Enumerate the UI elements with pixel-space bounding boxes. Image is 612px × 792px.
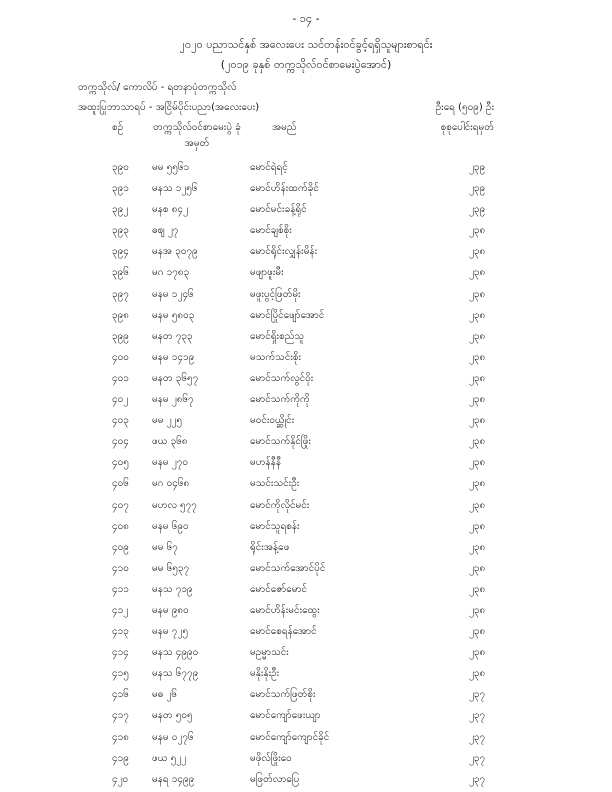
row-name: မောင်သက်အောင်ပိုင် — [250, 562, 326, 574]
row-name: မသင်းသင်းဦး — [250, 478, 300, 490]
row-number: ၄၀၆ — [112, 478, 129, 490]
row-roll-number: မဓ ၂၆ — [152, 689, 178, 701]
row-score: ၂၃၇ — [469, 731, 486, 743]
row-number: ၃၉၇ — [112, 288, 129, 300]
table-row — [0, 516, 612, 537]
row-roll-number: မမ ၂၂၅ — [152, 415, 183, 427]
row-score: ၂၃၈ — [469, 604, 486, 616]
row-name: မောင်ရိုင်းလျှန်းမိန်း — [250, 246, 318, 258]
table-row — [0, 284, 612, 305]
row-name: မောင်ရဲရင့် — [250, 162, 288, 173]
row-number: ၃၉၁ — [112, 183, 129, 195]
row-score: ၂၃၈ — [469, 246, 486, 258]
row-number: ၄၀၇ — [112, 499, 129, 511]
row-name: မောင်ကျော်ဖေးယျာ — [250, 710, 321, 722]
row-score: ၂၃၈ — [469, 457, 486, 469]
table-row — [0, 537, 612, 558]
row-number: ၄၀၄ — [112, 436, 129, 448]
row-score: ၂၃၉ — [469, 204, 486, 216]
table-row — [0, 769, 612, 790]
table-row — [0, 431, 612, 452]
row-score: ၂၃၈ — [469, 520, 486, 532]
row-score: ၂၃၈ — [469, 478, 486, 490]
row-name: မောင်သူရစန်း — [250, 520, 300, 532]
table-row — [0, 305, 612, 326]
row-score: ၂၃၈ — [469, 668, 486, 680]
row-name: မသက်သင်းစိုး — [250, 351, 302, 363]
row-number: ၃၉၃ — [112, 225, 129, 237]
row-roll-number: ဓဈ ၂၇ — [152, 225, 179, 237]
table-row — [0, 748, 612, 769]
row-name: မောင်ရှိုးစည်သူ — [250, 330, 305, 342]
row-number: ၄၀၁ — [112, 372, 129, 384]
row-number: ၄၁၃ — [112, 626, 129, 638]
header-score: စုစုပေါင်းရမှတ် — [440, 122, 494, 133]
row-number: ၄၁၉ — [112, 752, 129, 764]
row-roll-number: မနတ ၇၃၃ — [152, 330, 193, 342]
table-row — [0, 663, 612, 684]
university-line: တက္ကသိုလ်/ ကောလိပ် - ရတနာပုံတက္ကသိုလ် — [78, 82, 237, 93]
row-roll-number: မမ ၆၅၃၇ — [152, 562, 190, 574]
row-score: ၂၃၈ — [469, 647, 486, 659]
row-name: မောင်သက်လွင်ဝိုး — [250, 372, 314, 384]
row-number: ၃၉၈ — [112, 309, 129, 321]
row-score: ၂၃၈ — [469, 309, 486, 321]
row-roll-number: မမ ၆၇ — [152, 541, 178, 553]
row-name: မောင်ပြိုင်ဖျော်အောင် — [250, 309, 325, 321]
row-roll-number: မနမ ၁၄၁၉ — [152, 351, 195, 363]
row-roll-number: မနအ ၃၀၇၉ — [152, 246, 198, 258]
row-number: ၄၁၄ — [112, 647, 129, 659]
row-score: ၂၃၈ — [469, 372, 486, 384]
table-row — [0, 262, 612, 283]
table-row — [0, 389, 612, 410]
row-roll-number: မနရ ၁၄၉၉ — [152, 773, 195, 785]
row-number: ၄၁၈ — [112, 731, 129, 743]
row-roll-number: မမ ၅၅၆၁ — [152, 162, 190, 173]
row-roll-number: မနမ ၀၂၇၆ — [152, 731, 194, 743]
total-count: ဦးရေ (၅၀၉) ဦး — [435, 102, 494, 113]
row-roll-number: မနစ ၈၄၂ — [152, 204, 188, 216]
row-score: ၂၃၈ — [469, 562, 486, 574]
document-title: ၂၀၂၀ ပညာသင်နှစ် အလေးပေး သင်တန်းဝင်ခွင့်ရရှိသူများစာရင်း — [179, 38, 433, 51]
row-number: ၄၁၆ — [112, 689, 129, 701]
row-score: ၂၃၈ — [469, 351, 486, 363]
table-row — [0, 579, 612, 600]
row-name: မောင်သက်ကိုကို — [250, 394, 310, 406]
row-number: ၄၁၀ — [112, 562, 129, 574]
row-score: ၂၃၈ — [469, 225, 486, 237]
row-name: မောင်သက်နိုင်ဖြိုး — [250, 436, 311, 448]
table-row — [0, 600, 612, 621]
row-name: မောင်ဟိန်းထက်ခိုင် — [250, 183, 319, 195]
row-score: ၂၃၈ — [469, 626, 486, 638]
row-number: ၃၉၀ — [112, 162, 129, 173]
row-score: ၂၃၇ — [469, 689, 486, 701]
row-score: ၂၃၇ — [469, 773, 486, 785]
row-number: ၄၁၅ — [112, 668, 129, 680]
row-score: ၂၃၈ — [469, 583, 486, 595]
row-roll-number: မနမ ၁၂၄၆ — [152, 288, 194, 300]
row-roll-number: မနတ ၅၀၅ — [152, 710, 193, 722]
row-name: မောင်သက်ဖြတ်စိုး — [250, 689, 316, 701]
row-roll-number: မနသ ၇၁၉ — [152, 583, 193, 595]
table-row — [0, 684, 612, 705]
table-row — [0, 452, 612, 473]
table-row — [0, 621, 612, 642]
row-name: မဖြတ်လာပြေ — [250, 773, 300, 785]
row-name: မဖိုလ်ဖြိုးဝေ — [250, 752, 292, 764]
row-name: မဖျာဖူးမီး — [250, 267, 284, 279]
row-score: ၂၃၇ — [469, 752, 486, 764]
table-row — [0, 368, 612, 389]
row-score: ၂၃၉ — [469, 183, 486, 195]
table-row — [0, 705, 612, 726]
table-row — [0, 347, 612, 368]
row-roll-number: ဖယ ၅၂၂ — [152, 752, 187, 764]
row-score: ၂၃၈ — [469, 436, 486, 448]
row-name: မောင်ကျော်ကျောင်ခိုင် — [250, 731, 330, 743]
row-number: ၃၉၆ — [112, 267, 129, 279]
row-roll-number: မနမ ၆၉၀ — [152, 520, 189, 532]
table-row — [0, 727, 612, 748]
row-number: ၃၉၂ — [112, 204, 129, 216]
row-number: ၃၉၄ — [112, 246, 129, 258]
row-roll-number: မဂ ၁၇၈၃ — [152, 267, 190, 279]
row-name: မဖူးပွင့်ဖြတ်မိုး — [250, 288, 301, 300]
row-roll-number: မနမ ၂၈၆၇ — [152, 394, 194, 406]
row-number: ၄၀၉ — [112, 541, 129, 553]
row-score: ၂၃၉ — [469, 162, 486, 173]
table-row — [0, 220, 612, 241]
row-roll-number: မနမ ၂၇၀ — [152, 457, 188, 469]
row-roll-number: မနမ ၅၈၀၃ — [152, 309, 195, 321]
row-number: ၄၀၅ — [112, 457, 129, 469]
major-line: အထူးပြုဘာသာရပ် - အငြိမ်ပိုင်းပညာ(အလေးပေး) — [78, 102, 260, 113]
row-name: မောင်ကိုလိုင်မင်း — [250, 499, 310, 511]
row-roll-number: မနသ ၁၂၅၆ — [152, 183, 198, 195]
row-name: မဝင်းဝယ္ဆိုင်း — [250, 415, 295, 427]
table-row — [0, 157, 612, 178]
page-number: - ၁၄ - — [292, 12, 320, 25]
row-score: ၂၃၈ — [469, 288, 486, 300]
row-roll-number: မဟလ ၅၇၇ — [152, 499, 197, 511]
table-row — [0, 178, 612, 199]
row-roll-number: မနတ ၃၆၅၇ — [152, 372, 199, 384]
row-roll-number: မနမ ၉၈၀ — [152, 604, 189, 616]
table-row — [0, 326, 612, 347]
row-name: မောင်စေရန်အောင် — [250, 626, 317, 638]
row-name: မနိုးနိုးဦး — [250, 668, 280, 680]
row-name: ရိုင်းအန့်ဖေ — [250, 541, 290, 553]
row-score: ၂၃၈ — [469, 267, 486, 279]
row-name: မဟန်နီနီ — [250, 457, 282, 469]
row-number: ၄၁၂ — [112, 604, 129, 616]
row-name: မောင်ဟိန်းမင်းထွေး — [250, 604, 320, 616]
row-number: ၄၀၈ — [112, 520, 129, 532]
table-row — [0, 241, 612, 262]
row-roll-number: မနသ ၆၇၇၉ — [152, 668, 199, 680]
row-number: ၄၀၃ — [112, 415, 129, 427]
results-table — [0, 157, 612, 790]
row-number: ၄၀၀ — [112, 351, 129, 363]
table-row — [0, 642, 612, 663]
row-score: ၂၃၈ — [469, 541, 486, 553]
row-name: မောင်ချစ်စိုး — [250, 225, 292, 237]
row-number: ၄၀၂ — [112, 394, 129, 406]
table-row — [0, 410, 612, 431]
document-subtitle: (၂၀၁၉ ခုနှစ် တက္ကသိုလ်ဝင်စာမေးပွဲအောင်) — [220, 58, 392, 71]
header-roll-number: တက္ကသိုလ်ဝင်စာမေးပွဲ ခုံအမှတ် — [153, 122, 241, 149]
table-row — [0, 473, 612, 494]
row-number: ၃၉၉ — [112, 330, 129, 342]
table-row — [0, 558, 612, 579]
row-roll-number: မဂ ၀၄၆၈ — [152, 478, 190, 490]
row-name: မောင်မင်းခန့်ရိုင် — [250, 204, 307, 216]
row-name: မောင်ဇော်မောင် — [250, 583, 308, 595]
header-number: စဉ် — [112, 122, 124, 133]
table-row — [0, 495, 612, 516]
row-roll-number: မနမ ၇၂၅ — [152, 626, 188, 638]
row-name: မဥမ္မာသင်း — [250, 647, 289, 659]
row-score: ၂၃၈ — [469, 394, 486, 406]
header-name: အမည် — [272, 122, 297, 133]
row-number: ၄၁၁ — [112, 583, 129, 595]
row-number: ၄၂၀ — [112, 773, 129, 785]
row-score: ၂၃၈ — [469, 499, 486, 511]
row-score: ၂၃၈ — [469, 330, 486, 342]
table-row — [0, 199, 612, 220]
row-score: ၂၃၈ — [469, 415, 486, 427]
row-score: ၂၃၇ — [469, 710, 486, 722]
row-number: ၄၁၇ — [112, 710, 129, 722]
row-roll-number: ဖယ ၃၆၈ — [152, 436, 188, 448]
row-roll-number: မနသ ၄၉၉၀ — [152, 647, 199, 659]
